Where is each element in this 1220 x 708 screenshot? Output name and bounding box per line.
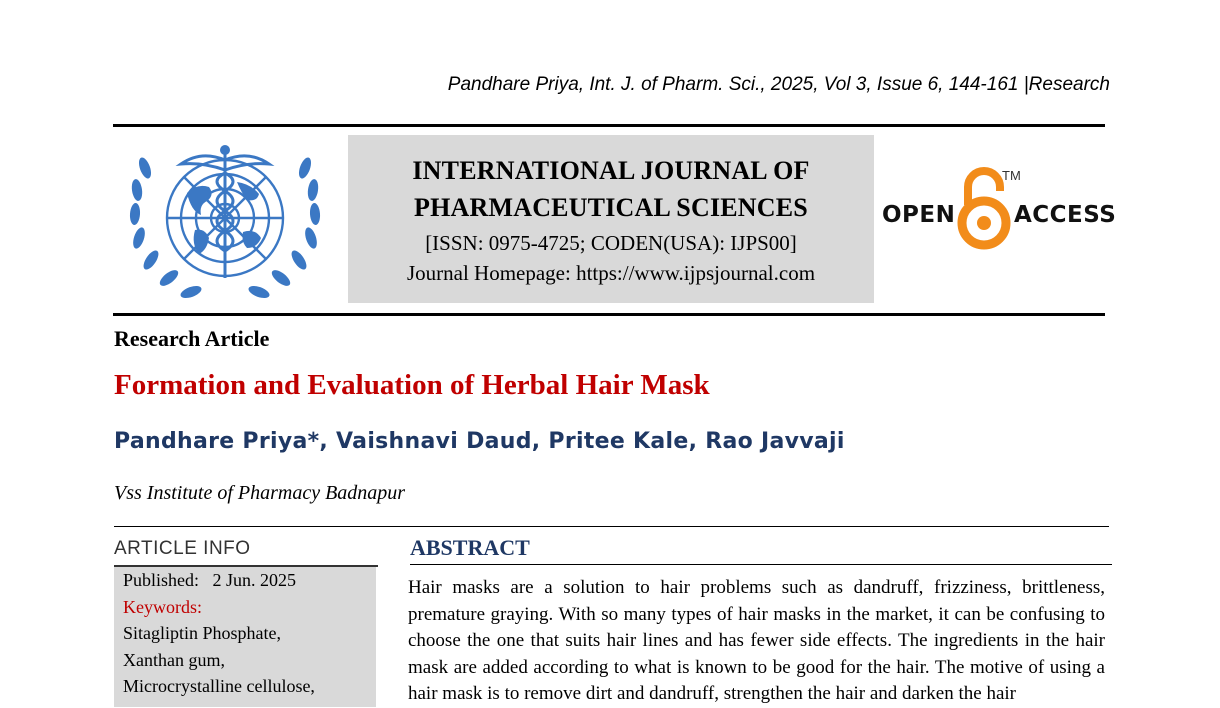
keywords-label: Keywords:: [123, 596, 202, 617]
section-divider: [114, 526, 1109, 527]
published-row: [123, 567, 376, 594]
trademark-symbol: TM: [1002, 168, 1021, 183]
keyword-item: Sitagliptin Phosphate,: [123, 623, 282, 643]
masthead-bottom-rule: [113, 313, 1105, 316]
published-label: Published:: [123, 570, 200, 590]
article-info-panel: [114, 567, 376, 707]
journal-citation: Pandhare Priya, Int. J. of Pharm. Sci., 2025, Vol 3, Issue 6, 144-161 |Research: [447, 74, 1110, 95]
keyword-item: Xanthan gum,: [123, 649, 225, 670]
top-rule: [113, 124, 1105, 127]
published-date: 2 Jun. 2025: [212, 570, 297, 590]
abstract-body: Hair masks are a solution to hair problems such as dandruff, frizziness, brittleness, premature graying. With so many types of hair masks in the market, it can be confusing to choose the one that suits hair lines and has fewer side effects. The ingredients in the hair mask are added according to what is known to be good for the hair. The motive of using a hair mask is to remove dirt and dandruff, strengthen the hair and darken the hair: [408, 577, 1105, 705]
author-list: Pandhare Priya*, Vaishnavi Daud, Pritee Kale, Rao Javvaji: [114, 429, 845, 454]
article-title: Formation and Evaluation of Herbal Hair Mask: [114, 369, 710, 401]
keyword-item: Microcrystalline cellulose,: [123, 676, 315, 696]
journal-homepage: Journal Homepage: https://www.ijpsjournal.com: [406, 261, 816, 285]
open-access-logo: [880, 165, 1117, 255]
article-type: Research Article: [114, 326, 270, 351]
abstract-heading: ABSTRACT: [410, 535, 530, 560]
abstract-rule: [410, 564, 1112, 565]
journal-name: [348, 152, 874, 226]
open-access-label-open: OPEN: [882, 202, 956, 228]
author-affiliation: Vss Institute of Pharmacy Badnapur: [114, 482, 406, 504]
journal-masthead: [348, 135, 874, 303]
journal-issn-coden: [ISSN: 0975-4725; CODEN(USA): IJPS00]: [425, 231, 797, 255]
journal-emblem-logo: [125, 138, 325, 306]
journal-name-line-1: INTERNATIONAL JOURNAL OF: [412, 156, 810, 185]
journal-name-line-2: PHARMACEUTICAL SCIENCES: [414, 193, 808, 222]
article-info-heading: ARTICLE INFO: [114, 538, 251, 559]
open-access-label-access: ACCESS: [1014, 202, 1117, 228]
